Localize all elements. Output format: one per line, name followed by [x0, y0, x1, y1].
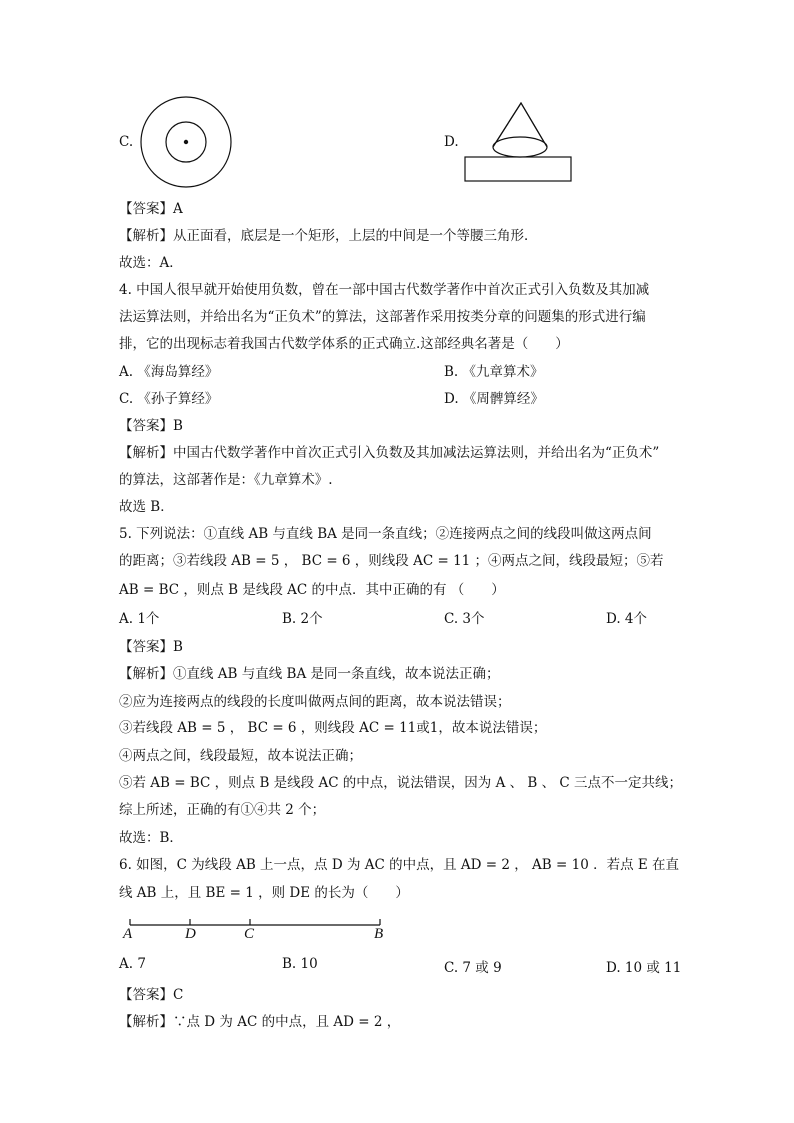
point-a-label: A — [123, 926, 133, 942]
q6-option-b: B. 10 — [282, 956, 318, 972]
point-c-label: C — [244, 926, 255, 942]
q6-option-d: D. 10 或 11 — [606, 960, 682, 976]
q4-option-d: D. 《周髀算经》 — [444, 391, 544, 407]
option-d-label: D. — [444, 134, 459, 150]
q4-analysis-line2: 的算法，这部著作是：《九章算术》. — [119, 472, 333, 488]
q5-analysis-line2: ②应为连接两点的线段的长度叫做两点间的距离，故本说法错误； — [119, 694, 511, 710]
segment-ab-figure — [128, 915, 384, 929]
q6-answer: 【答案】C — [119, 987, 184, 1003]
q6-stem-line2: 线 AB 上，且 BE = 1 ，则 DE 的长为（ ） — [119, 885, 409, 901]
q5-option-b: B. 2个 — [282, 611, 323, 627]
q4-conclusion: 故选 B． — [119, 499, 174, 515]
q5-option-d: D. 4个 — [606, 611, 648, 627]
q3-answer: 【答案】A — [119, 201, 183, 217]
concentric-circles-figure — [140, 96, 232, 188]
q4-stem-line2: 法运算法则，并给出名为“正负术”的算法，这部著作采用按类分章的问题集的形式进行编 — [119, 309, 646, 325]
q4-stem-line1: 4. 中国人很早就开始使用负数，曾在一部中国古代数学著作中首次正式引入负数及其加减 — [119, 282, 650, 298]
q5-stem-line3: AB = BC ，则点 B 是线段 AC 的中点．其中正确的有 （ ） — [119, 582, 505, 598]
option-c-label: C. — [119, 134, 134, 150]
q5-stem-line2: 的距离；③若线段 AB = 5 ， BC = 6 ，则线段 AC = 11 ；④两点之间，线段最短；⑤若 — [119, 553, 664, 569]
q6-option-a: A. 7 — [119, 956, 146, 972]
q6-option-c: C. 7 或 9 — [444, 960, 502, 976]
q4-option-a: A. 《海岛算经》 — [119, 364, 219, 380]
point-b-label: B — [374, 926, 384, 942]
q5-analysis-line5: ⑤若 AB = BC ，则点 B 是线段 AC 的中点，说法错误，因为 A 、 B 、 C 三点不一定共线； — [119, 775, 683, 791]
q5-analysis-line3: ③若线段 AB = 5 ， BC = 6 ，则线段 AC = 11或1，故本说法错误； — [119, 720, 547, 736]
q6-analysis-line1: 【解析】∵点 D 为 AC 的中点，且 AD = 2 ， — [119, 1014, 401, 1030]
q5-answer: 【答案】B — [119, 639, 183, 655]
q3-analysis: 【解析】从正面看，底层是一个矩形，上层的中间是一个等腰三角形． — [119, 228, 538, 244]
q4-stem-line3: 排，它的出现标志着我国古代数学体系的正式确立.这部经典名著是（ ） — [119, 336, 569, 352]
point-d-label: D — [185, 926, 196, 942]
q4-option-b: B. 《九章算术》 — [444, 364, 544, 380]
q5-analysis-line1: 【解析】①直线 AB 与直线 BA 是同一条直线，故本说法正确； — [119, 666, 500, 682]
q4-analysis-line1: 【解析】中国古代数学著作中首次正式引入负数及其加减法运算法则，并给出名为“正负术” — [119, 445, 660, 461]
q5-stem-line1: 5. 下列说法：①直线 AB 与直线 BA 是同一条直线；②连接两点之间的线段叫做这两点间 — [119, 526, 652, 542]
q4-answer: 【答案】B — [119, 418, 183, 434]
q5-analysis-line6: 综上所述，正确的有①④共 2 个； — [119, 802, 326, 818]
q5-option-a: A. 1个 — [119, 611, 160, 627]
q5-option-c: C. 3个 — [444, 611, 485, 627]
q5-conclusion: 故选：B． — [119, 830, 183, 846]
q4-option-c: C. 《孙子算经》 — [119, 391, 219, 407]
q6-stem-line1: 6. 如图，C 为线段 AB 上一点，点 D 为 AC 的中点，且 AD = 2 ， AB = 10 ．若点 E 在直 — [119, 857, 680, 873]
q5-analysis-line4: ④两点之间，线段最短，故本说法正确； — [119, 748, 362, 764]
cone-on-block-figure — [464, 100, 574, 184]
q3-conclusion: 故选：A． — [119, 255, 183, 271]
